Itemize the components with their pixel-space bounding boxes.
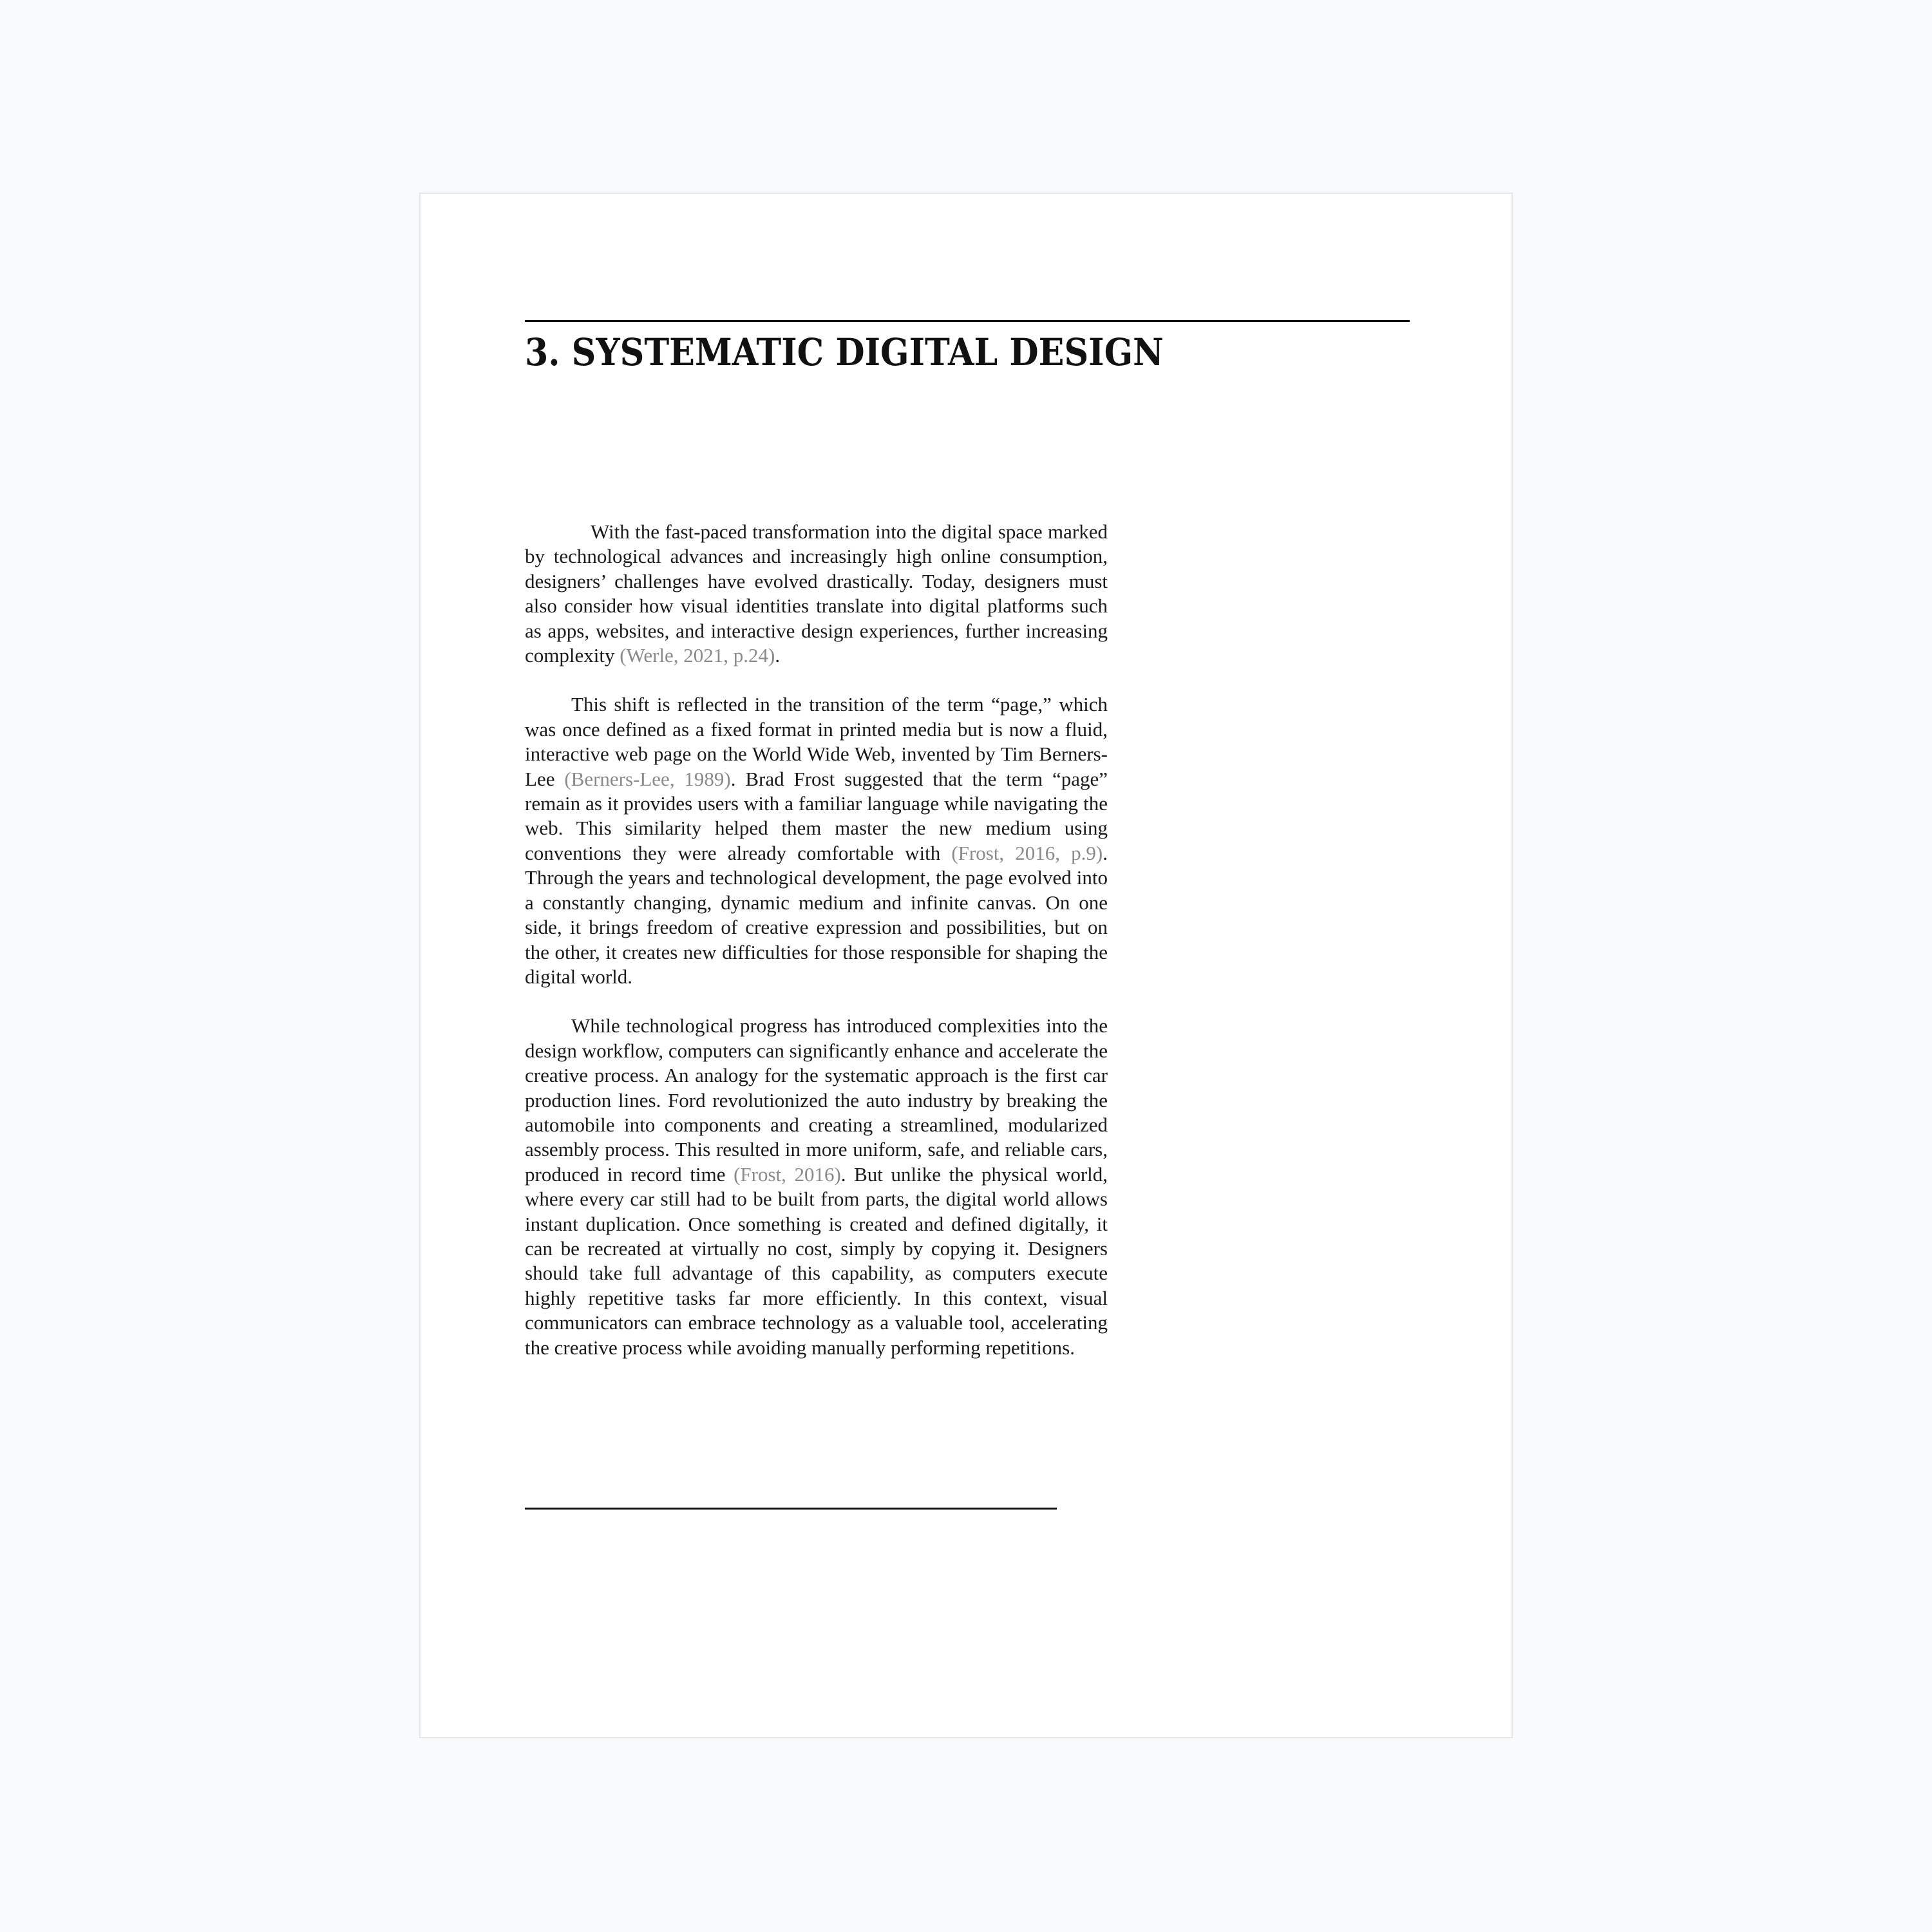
citation-berners-lee-1989: (Berners-Lee, 1989): [564, 767, 731, 790]
document-page: [419, 193, 1513, 1738]
paragraph-3: [525, 1014, 1108, 1360]
paragraph-1: [525, 520, 1108, 668]
bottom-rule: [525, 1508, 1057, 1510]
citation-frost-2016-p9: (Frost, 2016, p.9): [951, 841, 1103, 864]
paragraph-3-text-a: While technological progress has introduced complexities into the design workflow, computers can significantly enhance and accelerate the creative process. An analogy for the systematic approach is the first car production lines. Ford revolutionized the auto industry by breaking the automobile into components and creating a streamlined, modularized assembly process. This resulted in more uniform, safe, and reliable cars, produced in record time: [525, 1014, 1108, 1186]
paragraph-2-text-a: This shift is reflected in the transition of the term “page,” which was once defined as a fixed format in printed media but is now a fluid, interactive web page on the World Wide Web, invented by Tim Berners-Lee: [525, 693, 1108, 790]
citation-frost-2016: (Frost, 2016): [734, 1162, 841, 1186]
body-text: [525, 520, 1108, 1385]
paragraph-3-text-b: . But unlike the physical world, where every car still had to be built from parts, the digital world allows instant duplication. Once something is created and defined digitally, it can be recreated at virtually no cost, simply by copying it. Designers should take full advantage of this capability, as computers execute highly repetitive tasks far more efficiently. In this context, visual communicators can embrace technology as a valuable tool, accelerating the creative process while avoiding manually performing repetitions.: [525, 1162, 1108, 1359]
paragraph-2-text-c: . Through the years and technological development, the page evolved into a constantly changing, dynamic medium and infinite canvas. On one side, it brings freedom of creative expression and possibilities, but on the other, it creates new difficulties for those responsible for shaping the digital world.: [525, 841, 1108, 988]
paragraph-2: [525, 692, 1108, 989]
chapter-title: 3. SYSTEMATIC DIGITAL DESIGN: [525, 330, 1164, 374]
paragraph-1-text: With the fast-paced transformation into the digital space marked by technological advances and increasingly high online consumption, designers’ challenges have evolved drastically. Today, designers must also consider how visual identities translate into digital platforms such as apps, websites, and interactive design experiences, further increasing complexity: [525, 520, 1108, 667]
citation-werle-2021: (Werle, 2021, p.24): [620, 644, 775, 667]
top-rule: [525, 320, 1410, 322]
paragraph-2-text-b: . Brad Frost suggested that the term “page” remain as it provides users with a familiar language while navigating the web. This similarity helped them master the new medium using conventions they were already comfortable with: [525, 767, 1108, 864]
paragraph-1-end: .: [775, 644, 781, 667]
